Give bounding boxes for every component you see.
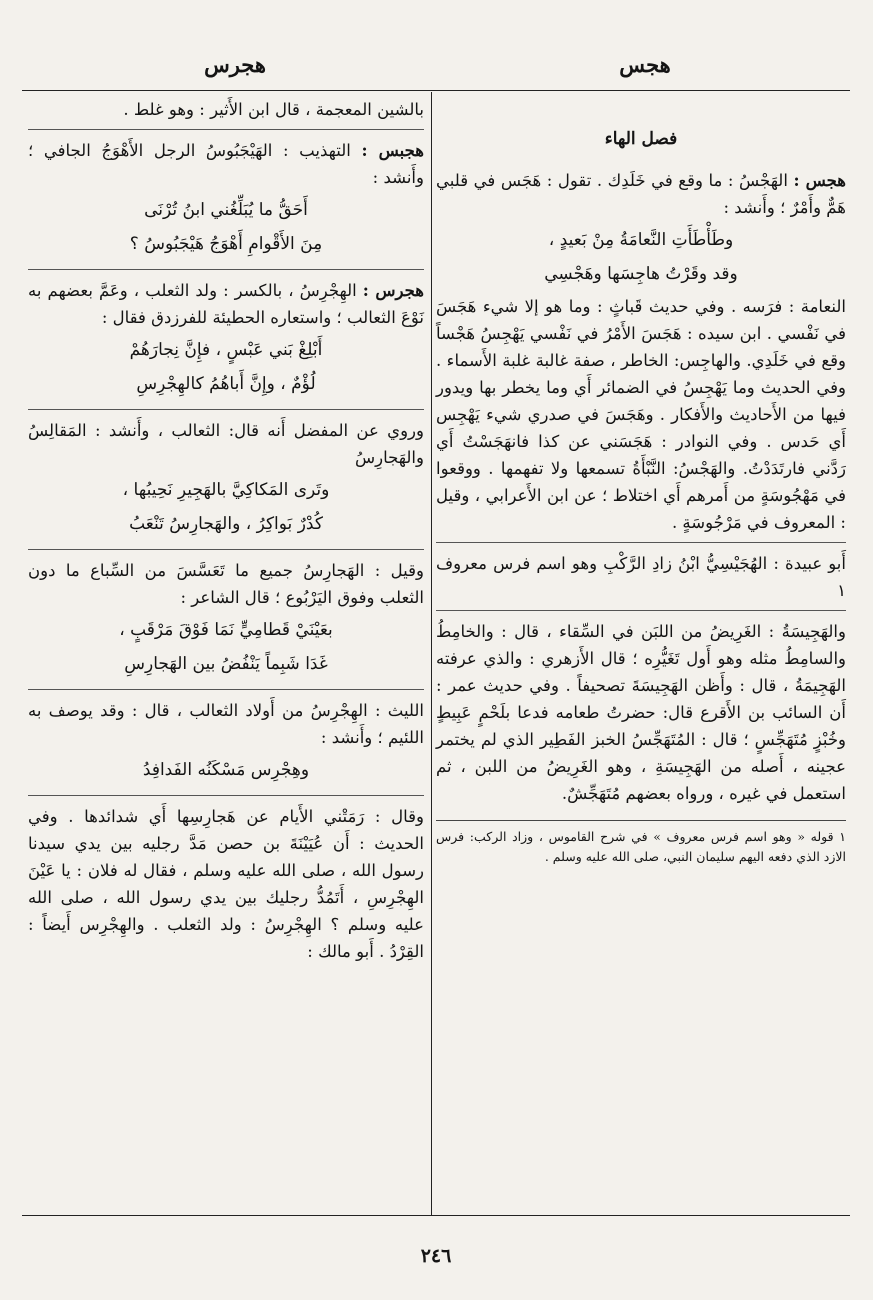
entry-text: بالشين المعجمة ، قال ابن الأَثير : وهو غلط .	[123, 100, 424, 119]
verse-line: وتَرى المَكاكِيَّ بالهَجِيرِ نَحِيبُها ،	[122, 480, 330, 500]
column-divider	[431, 92, 432, 1215]
footnote-area	[436, 820, 846, 867]
verse-line: بعَيْنَيْ قَطامِيٍّ نَمَا فَوْقَ مَرْقَبٍ ،	[119, 620, 333, 640]
entry-text: هجبس : التهذيب : الهَيْجَبُوسُ الرجل الأَهْوَجُ الجافي ؛ وأَنشد :	[28, 141, 425, 187]
verse-line: كُدْرٌ بَواكِرُ ، والهَجارِسُ تَنْعَبُ	[129, 514, 323, 534]
verse-line: مِنَ الأَقْوامِ أَهْوَجُ هَيْجَبُوسُ ؟	[129, 234, 323, 254]
verse-line: وهِجْرِس مَسْكَنُه الفَدافِدُ	[142, 760, 310, 780]
entry-text: وروي عن المفضل أَنه قال: الثعالب ، وأَنشد : المَقالِسُ والهَجارِسُ	[28, 421, 424, 467]
verse-line: أَبْلِغْ بَني عَبْسٍ ، فإِنَّ نِجارَهُمْ	[129, 340, 323, 360]
running-header-left: هجرس	[204, 52, 266, 77]
header-rule	[22, 90, 850, 91]
entry-continuation	[28, 96, 424, 130]
footnote: ١ قوله « وهو اسم فرس معروف » في شرح القاموس ، وزاد الركب: فرس الازد الذي دفعه اليهم سليمان النبي، صلى الله عليه وسلم .	[436, 829, 846, 864]
entry-paragraph	[28, 697, 424, 796]
verse-line: أَحَقُّ ما يُبَلِّغُني ابنُ تُرْنَى	[144, 200, 308, 220]
entry-paragraph	[28, 417, 424, 550]
entry-hajras	[28, 277, 424, 410]
entry-hajs	[436, 167, 846, 543]
entry-text: والهَجِيسَةُ : الغَرِيضُ من اللبَن في السِّقاء ، قال : والخامِطُ والسامِطُ مثله وهو أَول تَغَيُّرِه ؛ قال الأَزهري : والذي عرفته الهَجِيمَةُ ، قال : وأَظن الهَجِيسَةَ تصحيفاً . وفي حديث عمر : أَن السائب بن الأَقرع قال: حضرتُ طعامه فدعا بلَحْمٍ عَبِيطٍ وخُبْزٍ مُتَهَجِّسٍ ؛ قال : المُتَهَجِّسُ الخبز الفَطِير الذي لم يختمر عجينه ، أَصله من الهَجِيسَةِ ، وهو الغَرِيضُ من اللبن ، ثم استعمل في غيره ، ورواه بعضهم مُتَهَجِّشٌ.	[436, 622, 846, 803]
entry-text: هجس : الهَجْسُ : ما وقع في خَلَدِك . تقول : هَجَس في قلبي هَمٌّ وأَمْرٌ ؛ وأَنشد :	[436, 171, 846, 217]
running-header-right: هجس	[619, 52, 671, 77]
entry-text: أَبو عبيدة : الهُجَيْسِيُّ ابْنُ زادِ الرَّكْبِ وهو اسم فرس معروف ١	[436, 554, 846, 600]
headword: هجبس :	[361, 141, 425, 160]
verse-line: غَدَا شَبِماً يَنْفُضُ بين الهَجارِسِ	[124, 654, 328, 674]
footer-rule	[22, 1215, 850, 1216]
section-title: فصل الهاء	[604, 129, 678, 149]
verse-line: وقد وقَرْتُ هاجِسَها وهَجْسِي	[544, 264, 738, 284]
entry-text: النعامة : فرَسه . وفي حديث قَباثٍ : وما هو إلا شيء هَجَسَ في نَفْسي . ابن سيده : هَجَسَ الأَمْرُ في نَفْسي يَهْجِسُ هَجْساً وقع في خَلَدِي. والهاجِس: الخاطر ، صفة غالبة غلبة الأَسماء . وفي الحديث وما يَهْجِسُ في الضمائر أَي وما يخطر بها ويدور فيها من الأَحاديث والأَفكار . وهَجَسَ في صدري شيء يَهْجِس أَي حَدس . وفي النوادر : هَجَسَني عن كذا فانهَجَسْتُ أَي رَدَّني فارتَدَدْتُ. والهَجْسُ: النَّبْأَةُ تسمعها ولا تفهمها . ووقعوا في مَهْجُوسَةٍ من أَمرهم أَي اختلاط ؛ عن ابن الأَعرابي ، وقيل : المعروف في مَرْجُوسَةٍ .	[436, 297, 846, 532]
left-column	[28, 96, 424, 978]
entry-paragraph	[436, 550, 846, 611]
headword: هجرس :	[362, 281, 425, 300]
entry-text: وقال : رَمَتْني الأَيام عن هَجارِسِها أَي شدائدها . وفي الحديث : أَن عُيَيْنَةَ بن حصن مَدَّ رجليه بين يدي سيدنا رسول الله ، صلى الله عليه وسلم ، فقال له فلان : يا عَيْنَ الهِجْرِسِ ، أَتَمُدُّ رجليك بين يدي رسول الله ، صلى الله عليه وسلم ؟ الهِجْرِسُ : ولد الثعلب . والهِجْرِس أَيضاً : القِرْدُ . أَبو مالك :	[28, 807, 424, 961]
entry-paragraph	[28, 557, 424, 690]
verse-line: لُؤْمٌ ، وإِنَّ أَباهُمُ كالهِجْرِسِ	[136, 374, 316, 394]
entry-hajbas	[28, 137, 424, 270]
entry-paragraph	[28, 803, 424, 971]
headword: هجس :	[793, 171, 846, 190]
entry-text: الليث : الهِجْرِسُ من أَولاد الثعالب ، قال : وقد يوصف به اللئيم ؛ وأَنشد :	[28, 701, 424, 747]
entry-paragraph	[436, 618, 846, 813]
entry-text: هجرس : الهِجْرِسُ ، بالكسر : ولد الثعلب ، وعَمَّ بعضهم به نَوْعَ الثعالب ؛ واستعاره الحطيئة للفرزدق فقال :	[28, 281, 425, 327]
page-number: ٢٤٦	[420, 1245, 452, 1267]
entry-text: وقيل : الهَجارِسُ جميع ما تَعَسَّسَ من السِّباع ما دون الثعلب وفوق اليَرْبُوع ؛ قال الشاعر :	[28, 561, 424, 607]
right-column	[436, 96, 846, 867]
verse-line: وطَأْطَأَتِ النَّعامَةُ مِنْ بَعيدٍ ،	[548, 230, 734, 250]
